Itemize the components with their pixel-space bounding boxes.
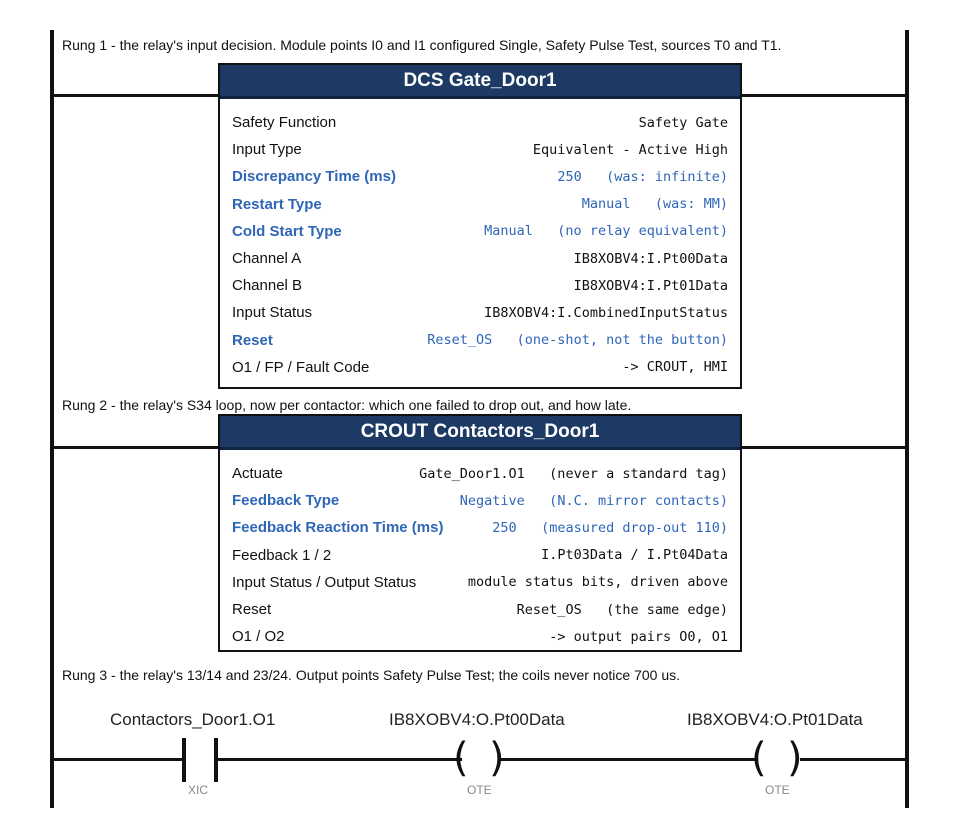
parameter-value: Reset_OS (the same edge): [516, 601, 728, 618]
dcs-block[interactable]: [218, 63, 742, 389]
parameter-value: IB8XOBV4:I.Pt00Data: [573, 250, 728, 267]
parameter-row[interactable]: [232, 354, 728, 381]
parameter-row[interactable]: [232, 163, 728, 190]
rung-3-wire: [218, 758, 462, 761]
rung-3-wire: [54, 758, 182, 761]
parameter-label: Reset: [232, 331, 273, 349]
parameter-value: IB8XOBV4:I.CombinedInputStatus: [484, 304, 728, 321]
parameter-value: 250 (measured drop-out 110): [492, 519, 728, 536]
parameter-value: IB8XOBV4:I.Pt01Data: [573, 277, 728, 294]
ote-2-type-label: OTE: [765, 783, 790, 797]
parameter-label: Input Status / Output Status: [232, 573, 417, 591]
ote-1-tag-label: IB8XOBV4:O.Pt00Data: [389, 710, 565, 729]
parameter-label: O1 / O2: [232, 628, 285, 646]
parameter-label: Cold Start Type: [232, 222, 342, 240]
parameter-row[interactable]: [232, 327, 728, 354]
parameter-label: Feedback Type: [232, 492, 340, 510]
parameter-value: -> output pairs O0, O1: [549, 628, 728, 645]
parameter-value: I.Pt03Data / I.Pt04Data: [541, 547, 728, 564]
parameter-row[interactable]: [232, 514, 728, 541]
parameter-label: Discrepancy Time (ms): [232, 168, 396, 186]
parameter-row[interactable]: [232, 569, 728, 596]
ote-2-tag-label: IB8XOBV4:O.Pt01Data: [687, 710, 863, 729]
parameter-value: Safety Gate: [638, 114, 728, 131]
coil-right-paren: ): [787, 735, 803, 781]
parameter-value: Manual (no relay equivalent): [484, 223, 728, 240]
coil-left-paren: (: [751, 735, 767, 781]
parameter-label: Reset: [232, 601, 272, 619]
rung-3-wire: [800, 758, 905, 761]
crout-block-header: CROUT Contactors_Door1: [220, 416, 740, 450]
contact-right-bar: [214, 738, 218, 782]
parameter-row[interactable]: [232, 191, 728, 218]
parameter-row[interactable]: [232, 218, 728, 245]
parameter-row[interactable]: [232, 272, 728, 299]
parameter-row[interactable]: [232, 299, 728, 326]
parameter-value: module status bits, driven above: [467, 574, 728, 591]
coil-right-paren: ): [489, 735, 505, 781]
rung-3-comment: Rung 3 - the relay's 13/14 and 23/24. Output points Safety Pulse Test; the coils never notice 700 us.: [62, 667, 681, 683]
rung-3-wire: [500, 758, 756, 761]
parameter-row[interactable]: [232, 245, 728, 272]
xic-tag-label: Contactors_Door1.O1: [110, 710, 276, 729]
parameter-row[interactable]: [232, 596, 728, 623]
contact-left-bar: [182, 738, 186, 782]
ote-1-type-label: OTE: [467, 783, 492, 797]
parameter-value: Reset_OS (one-shot, not the button): [427, 332, 728, 349]
parameter-value: Negative (N.C. mirror contacts): [459, 492, 728, 509]
parameter-label: O1 / FP / Fault Code: [232, 358, 370, 376]
parameter-label: Input Status: [232, 304, 313, 322]
parameter-row[interactable]: [232, 460, 728, 487]
dcs-block-body: [220, 99, 740, 381]
parameter-value: 250 (was: infinite): [557, 168, 728, 185]
parameter-label: Safety Function: [232, 114, 337, 132]
rung-2-comment: Rung 2 - the relay's S34 loop, now per contactor: which one failed to drop out, and how late.: [62, 397, 632, 413]
parameter-value: Gate_Door1.O1 (never a standard tag): [419, 465, 728, 482]
left-power-rail: [50, 30, 54, 808]
parameter-label: Feedback Reaction Time (ms): [232, 519, 444, 537]
parameter-label: Restart Type: [232, 195, 322, 213]
parameter-value: -> CROUT, HMI: [622, 359, 728, 376]
parameter-row[interactable]: [232, 623, 728, 650]
parameter-label: Actuate: [232, 465, 283, 483]
rung-1-comment: Rung 1 - the relay's input decision. Module points I0 and I1 configured Single, Safety Pulse Test, sources T0 and T1.: [62, 37, 782, 53]
parameter-row[interactable]: [232, 109, 728, 136]
crout-block-body: [220, 450, 740, 650]
parameter-row[interactable]: [232, 136, 728, 163]
parameter-row[interactable]: [232, 487, 728, 514]
parameter-label: Input Type: [232, 141, 302, 159]
parameter-row[interactable]: [232, 542, 728, 569]
xic-type-label: XIC: [188, 783, 209, 797]
crout-block[interactable]: [218, 414, 742, 652]
parameter-label: Feedback 1 / 2: [232, 546, 332, 564]
dcs-block-header: DCS Gate_Door1: [220, 65, 740, 99]
coil-left-paren: (: [453, 735, 469, 781]
parameter-label: Channel B: [232, 277, 303, 295]
right-power-rail: [905, 30, 909, 808]
parameter-value: Manual (was: MM): [581, 196, 728, 213]
parameter-value: Equivalent - Active High: [532, 141, 728, 158]
parameter-label: Channel A: [232, 250, 302, 268]
